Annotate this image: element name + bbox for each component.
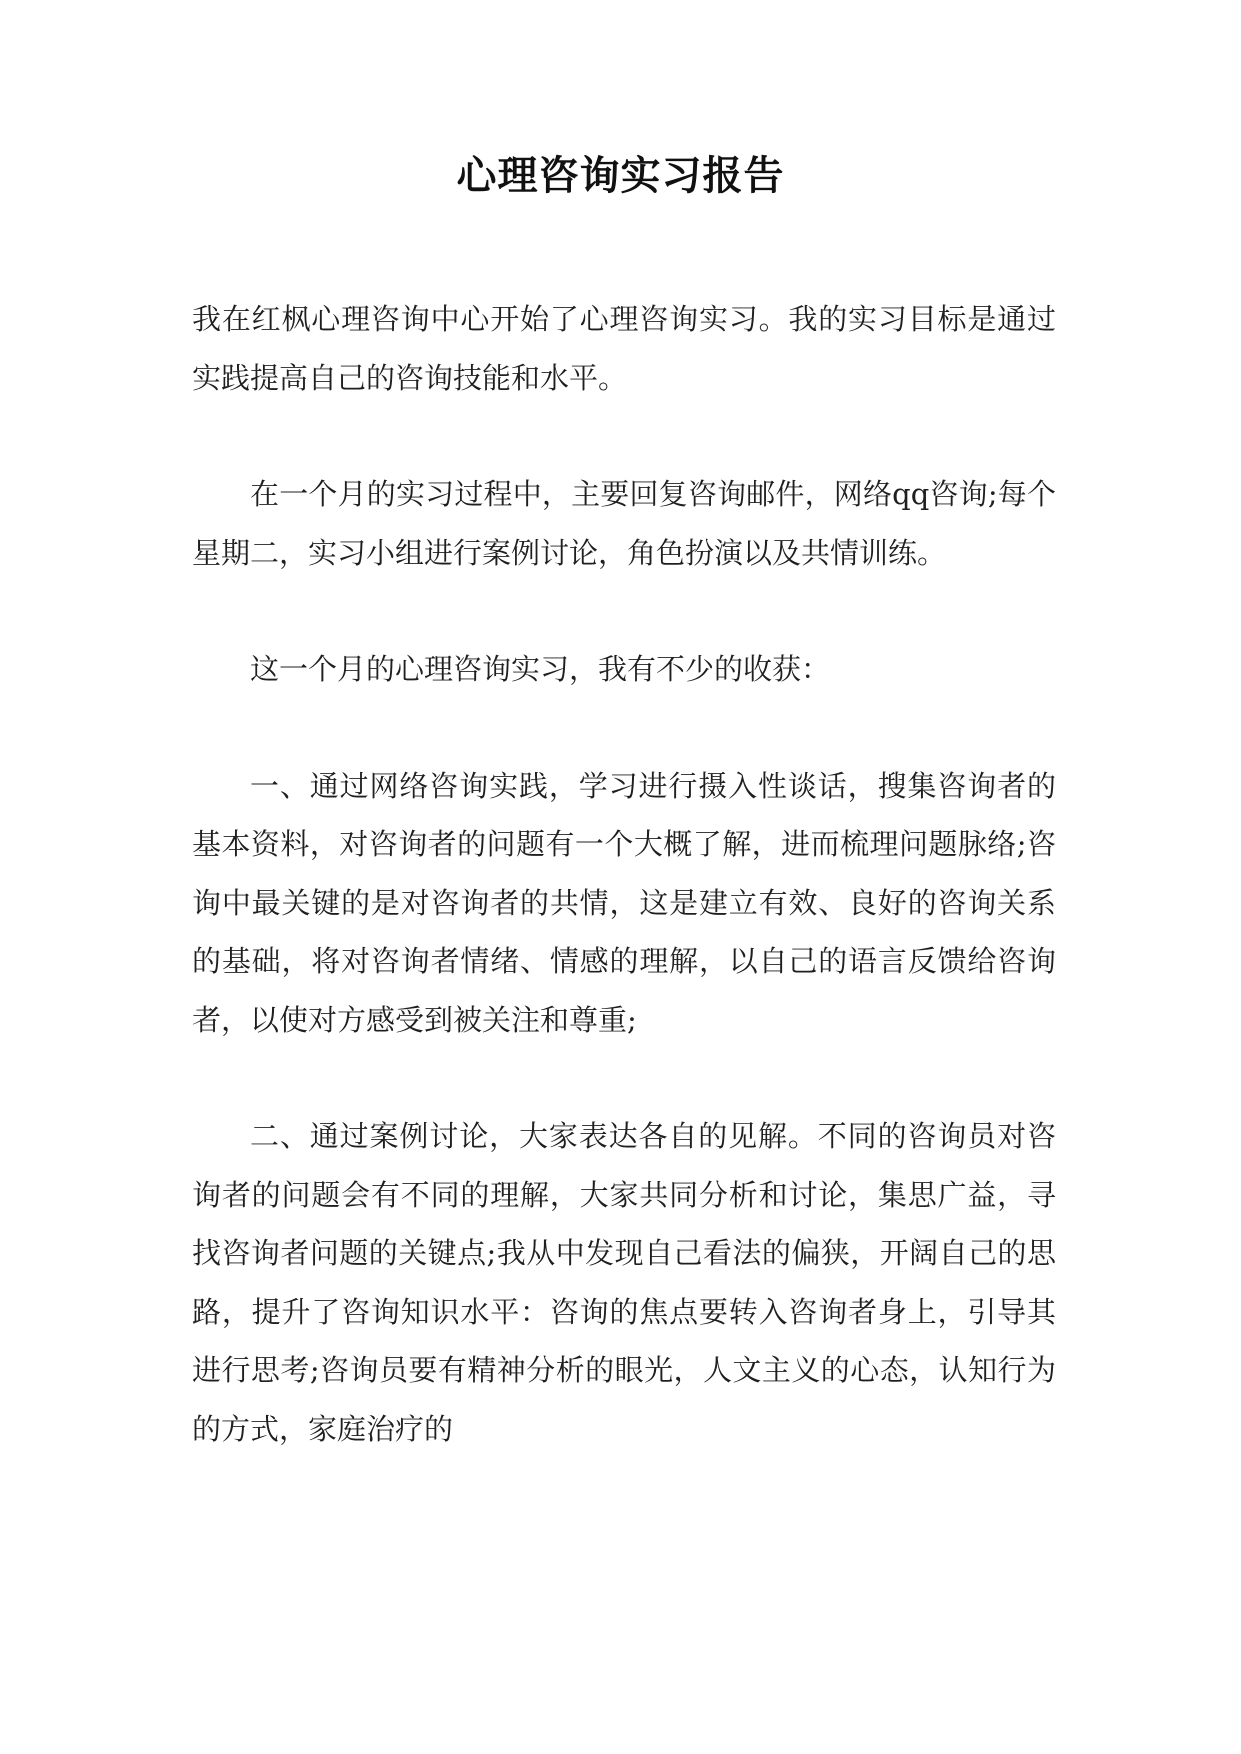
document-title: 心理咨询实习报告 [456, 153, 785, 199]
paragraph-gain-one: 一、通过网络咨询实践，学习进行摄入性谈话，搜集咨询者的基本资料，对咨询者的问题有一个大概了解，进而梳理问题脉络;咨询中最关键的是对咨询者的共情，这是建立有效、良好的咨询关系的基础，将对咨询者情绪、情感的理解，以自己的语言反馈给咨询者，以使对方感受到被关注和尊重; [192, 768, 1056, 1037]
paragraph-gain-two: 二、通过案例讨论，大家表达各自的见解。不同的咨询员对咨询者的问题会有不同的理解，大家共同分析和讨论，集思广益，寻找咨询者问题的关键点;我从中发现自己看法的偏狭，开阔自己的思路，提升了咨询知识水平：咨询的焦点要转入咨询者身上，引导其进行思考;咨询员要有精神分析的眼光，人文主义的心态，认知行为的方式，家庭治疗的 [192, 1119, 1056, 1446]
paragraph-activities: 在一个月的实习过程中，主要回复咨询邮件，网络qq咨询;每个星期二，实习小组进行案例讨论，角色扮演以及共情训练。 [192, 477, 1056, 570]
paragraph-gains-intro: 这一个月的心理咨询实习，我有不少的收获： [250, 652, 831, 686]
document-body [192, 290, 1056, 1458]
paragraph-intro: 我在红枫心理咨询中心开始了心理咨询实习。我的实习目标是通过实践提高自己的咨询技能和水平。 [192, 302, 1056, 395]
